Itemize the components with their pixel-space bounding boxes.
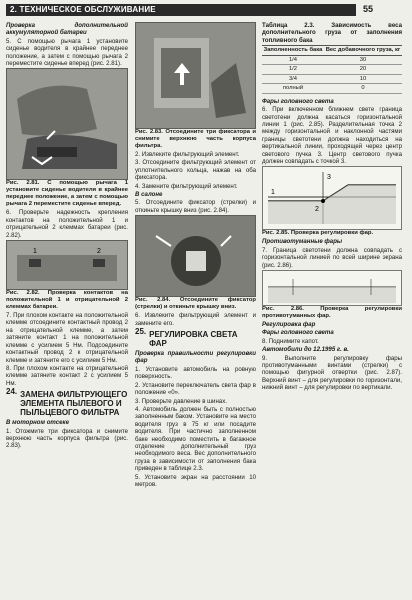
paragraph-3: 3. Отсоедините фильтрующий элемент от уплотнительного кольца, нажав на оба фиксатора. xyxy=(135,159,256,182)
table-row xyxy=(262,84,402,94)
page-header xyxy=(0,0,412,16)
section-25-heading xyxy=(135,328,256,350)
figure-2-84 xyxy=(135,215,256,297)
label-2: 2 xyxy=(97,248,101,256)
subheading-fog: Противотуманные фары xyxy=(262,238,343,246)
paragraph-7: 7. При плохом контакте на положительной клемме отсоедините контактный провод 2 на отрицательной клемме, а затем затяните контакт 1 на положительной клемме с усилием 5 Нм. Подсоедините контактный провод 2 к отрицательной клемме и затяните его с усилием 5 Нм. xyxy=(6,312,128,364)
table-row xyxy=(262,65,402,75)
paragraph-1: 1. Отожмите три фиксатора и снимите верхнюю часть корпуса фильтра (рис. 2.83). xyxy=(6,427,128,450)
label-1: 1 xyxy=(33,248,37,256)
figure-2-85 xyxy=(262,166,402,230)
paragraph-2: 2. Извлеките фильтрующий элемент. xyxy=(135,151,240,158)
table-cell: 1/4 xyxy=(262,55,324,65)
caption-2-86: Рис. 2.86. Проверка регулировки противотуманных фар. xyxy=(262,306,402,319)
filter-housing-photo xyxy=(136,23,255,128)
battery-photo xyxy=(7,241,127,289)
subheading-battery: Проверка дополнительной аккумуляторной батареи xyxy=(6,22,128,37)
section-24-heading xyxy=(6,388,128,419)
section-number-24: 24. xyxy=(6,387,18,397)
table-cell: 0 xyxy=(324,84,402,94)
label-1: 1 xyxy=(271,189,275,197)
label-2: 2 xyxy=(315,206,319,214)
step-2: 2. Установите переключатель света фар в положение «0». xyxy=(135,381,256,397)
table-header: Вес добавочного груза, кг xyxy=(325,47,401,54)
seat-photo xyxy=(7,69,127,179)
column-2 xyxy=(135,22,256,489)
table-cell: 20 xyxy=(324,65,402,75)
table-row xyxy=(262,74,402,84)
paragraph-6: 6. При включенном ближнем свете граница светотени должна касаться горизонтальной линии 1 (рис. 2.85). Разделительная точка 2 между горизонтальной и наклонной частями границы светотени должна находиться на вертикальной линии, проходящей через центр светового пучка 3. Центр светового пучка должен совпадать с точкой 3. xyxy=(262,106,402,165)
caption-2-82: Рис. 2.82. Проверка контактов на положительной 1 и отрицательной 2 клеммах батареи. xyxy=(6,290,128,311)
caption-2-85: Рис. 2.85. Проверка регулировки фар. xyxy=(262,230,374,237)
subheading-check: Проверка правильности регулировки фар xyxy=(135,350,256,365)
paragraph-5: 5. Отсоедините фиксатор (стрелки) и откиньте крышку вниз (рис. 2.84). xyxy=(135,199,256,214)
weight-table xyxy=(262,45,402,94)
paragraph-9: 9. Выполните регулировку фары противотуманными винтами (стрелки) с помощью фигурной отвертки (рис. 2.87). Верхний винт – для регулировки по горизонтали, нижний винт – для регулировки по вертикали. xyxy=(262,354,402,392)
figure-2-86 xyxy=(262,270,402,306)
beam-diagram xyxy=(263,167,401,229)
table-title: Таблица 2.3. Зависимость веса дополнительного груза от заполнения топливного бака xyxy=(262,22,402,44)
paragraph-6: 6. Проверьте надежность крепления контактов на положительной 1 и отрицательной 2 клеммах батареи (рис. 2.82). xyxy=(6,209,128,239)
column-3 xyxy=(262,22,402,393)
column-1 xyxy=(6,22,128,451)
caption-2-83: Рис. 2.83. Отсоедините три фиксатора и снимите верхнюю часть корпуса фильтра. xyxy=(135,129,256,149)
paragraph-5: 5. С помощью рычага 1 установите сиденье водителя в крайнее переднее положение, а затем с помощью рычага 2 переместите сиденье вперед (рис. 2.81). xyxy=(6,37,128,68)
step-3: 3. Проверьте давление в шинах. xyxy=(135,397,227,405)
paragraph-6: 6. Извлеките фильтрующий элемент и замените его. xyxy=(135,312,256,327)
subheading-headlights: Фары головного света xyxy=(262,97,334,105)
paragraph-8: 8. Поднимите капот. xyxy=(262,337,319,345)
table-cell: полный xyxy=(262,84,324,94)
caption-2-84: Рис. 2.84. Отсоедините фиксатор (стрелки) и откиньте крышку вниз. xyxy=(135,297,256,311)
section-title-24: ЗАМЕНА ФИЛЬТРУЮЩЕГО ЭЛЕМЕНТА ПЫЛЕВОГО И ПЫЛЬЦЕВОГО ФИЛЬТРА xyxy=(20,390,128,418)
figure-2-81 xyxy=(6,68,128,180)
step-1: 1. Установите автомобиль на ровную поверхность. xyxy=(135,365,256,381)
table-cell: 10 xyxy=(324,74,402,84)
label-3: 3 xyxy=(327,174,331,182)
section-number-25: 25. xyxy=(135,327,147,337)
page-number: 55 xyxy=(363,4,374,14)
paragraph-7: 7. Граница светотени должна совпадать с горизонтальной линией по всей ширине экрана (рис. 2.86). xyxy=(262,246,402,269)
step-5: 5. Установите экран на расстоянии 10 метров. xyxy=(135,473,256,488)
table-cell: 1/2 xyxy=(262,65,324,75)
glovebox-photo xyxy=(136,216,255,296)
table-cell: 3/4 xyxy=(262,74,324,84)
table-header: Заполненность бака xyxy=(263,47,323,54)
figure-2-83 xyxy=(135,22,256,129)
fog-diagram xyxy=(263,271,401,305)
paragraph-8: 8. При плохом контакте на отрицательной клемме затяните контакт 2 с усилием 5 Нм. xyxy=(6,364,128,387)
subheading-cars-1995: Автомобили до 12.1995 г. в. xyxy=(262,346,349,354)
table-row xyxy=(262,55,402,65)
subheading-salon: В салоне xyxy=(135,191,163,199)
subheading-headlights-2: Фары головного света xyxy=(262,329,334,337)
table-cell: 30 xyxy=(324,55,402,65)
subheading-engine: В моторном отсеке xyxy=(6,419,70,427)
paragraph-4: 4. Замените фильтрующий элемент. xyxy=(135,182,238,190)
caption-2-81: Рис. 2.81. С помощью рычага 1 установите сиденье водителя в крайнее переднее положение, а затем с помощью рычага 2 переместите сиденье вперед. xyxy=(6,180,128,208)
step-4: 4. Автомобиль должен быть с полностью заполненным баком. Установите на место водителя груз в 75 кг или посадите водителя. При частично заполненном баке необходимо поместить в багажное отделение дополнительный груз необходимого веса. Вес дополнительного груза в зависимости от заполнения бака приведен в таблице 2.3. xyxy=(135,405,256,473)
chapter-title: 2. ТЕХНИЧЕСКОЕ ОБСЛУЖИВАНИЕ xyxy=(10,5,156,14)
figure-2-82 xyxy=(6,240,128,290)
subheading-adjust: Регулировка фар xyxy=(262,321,316,328)
section-title-25: РЕГУЛИРОВКА СВЕТА ФАР xyxy=(149,330,238,349)
